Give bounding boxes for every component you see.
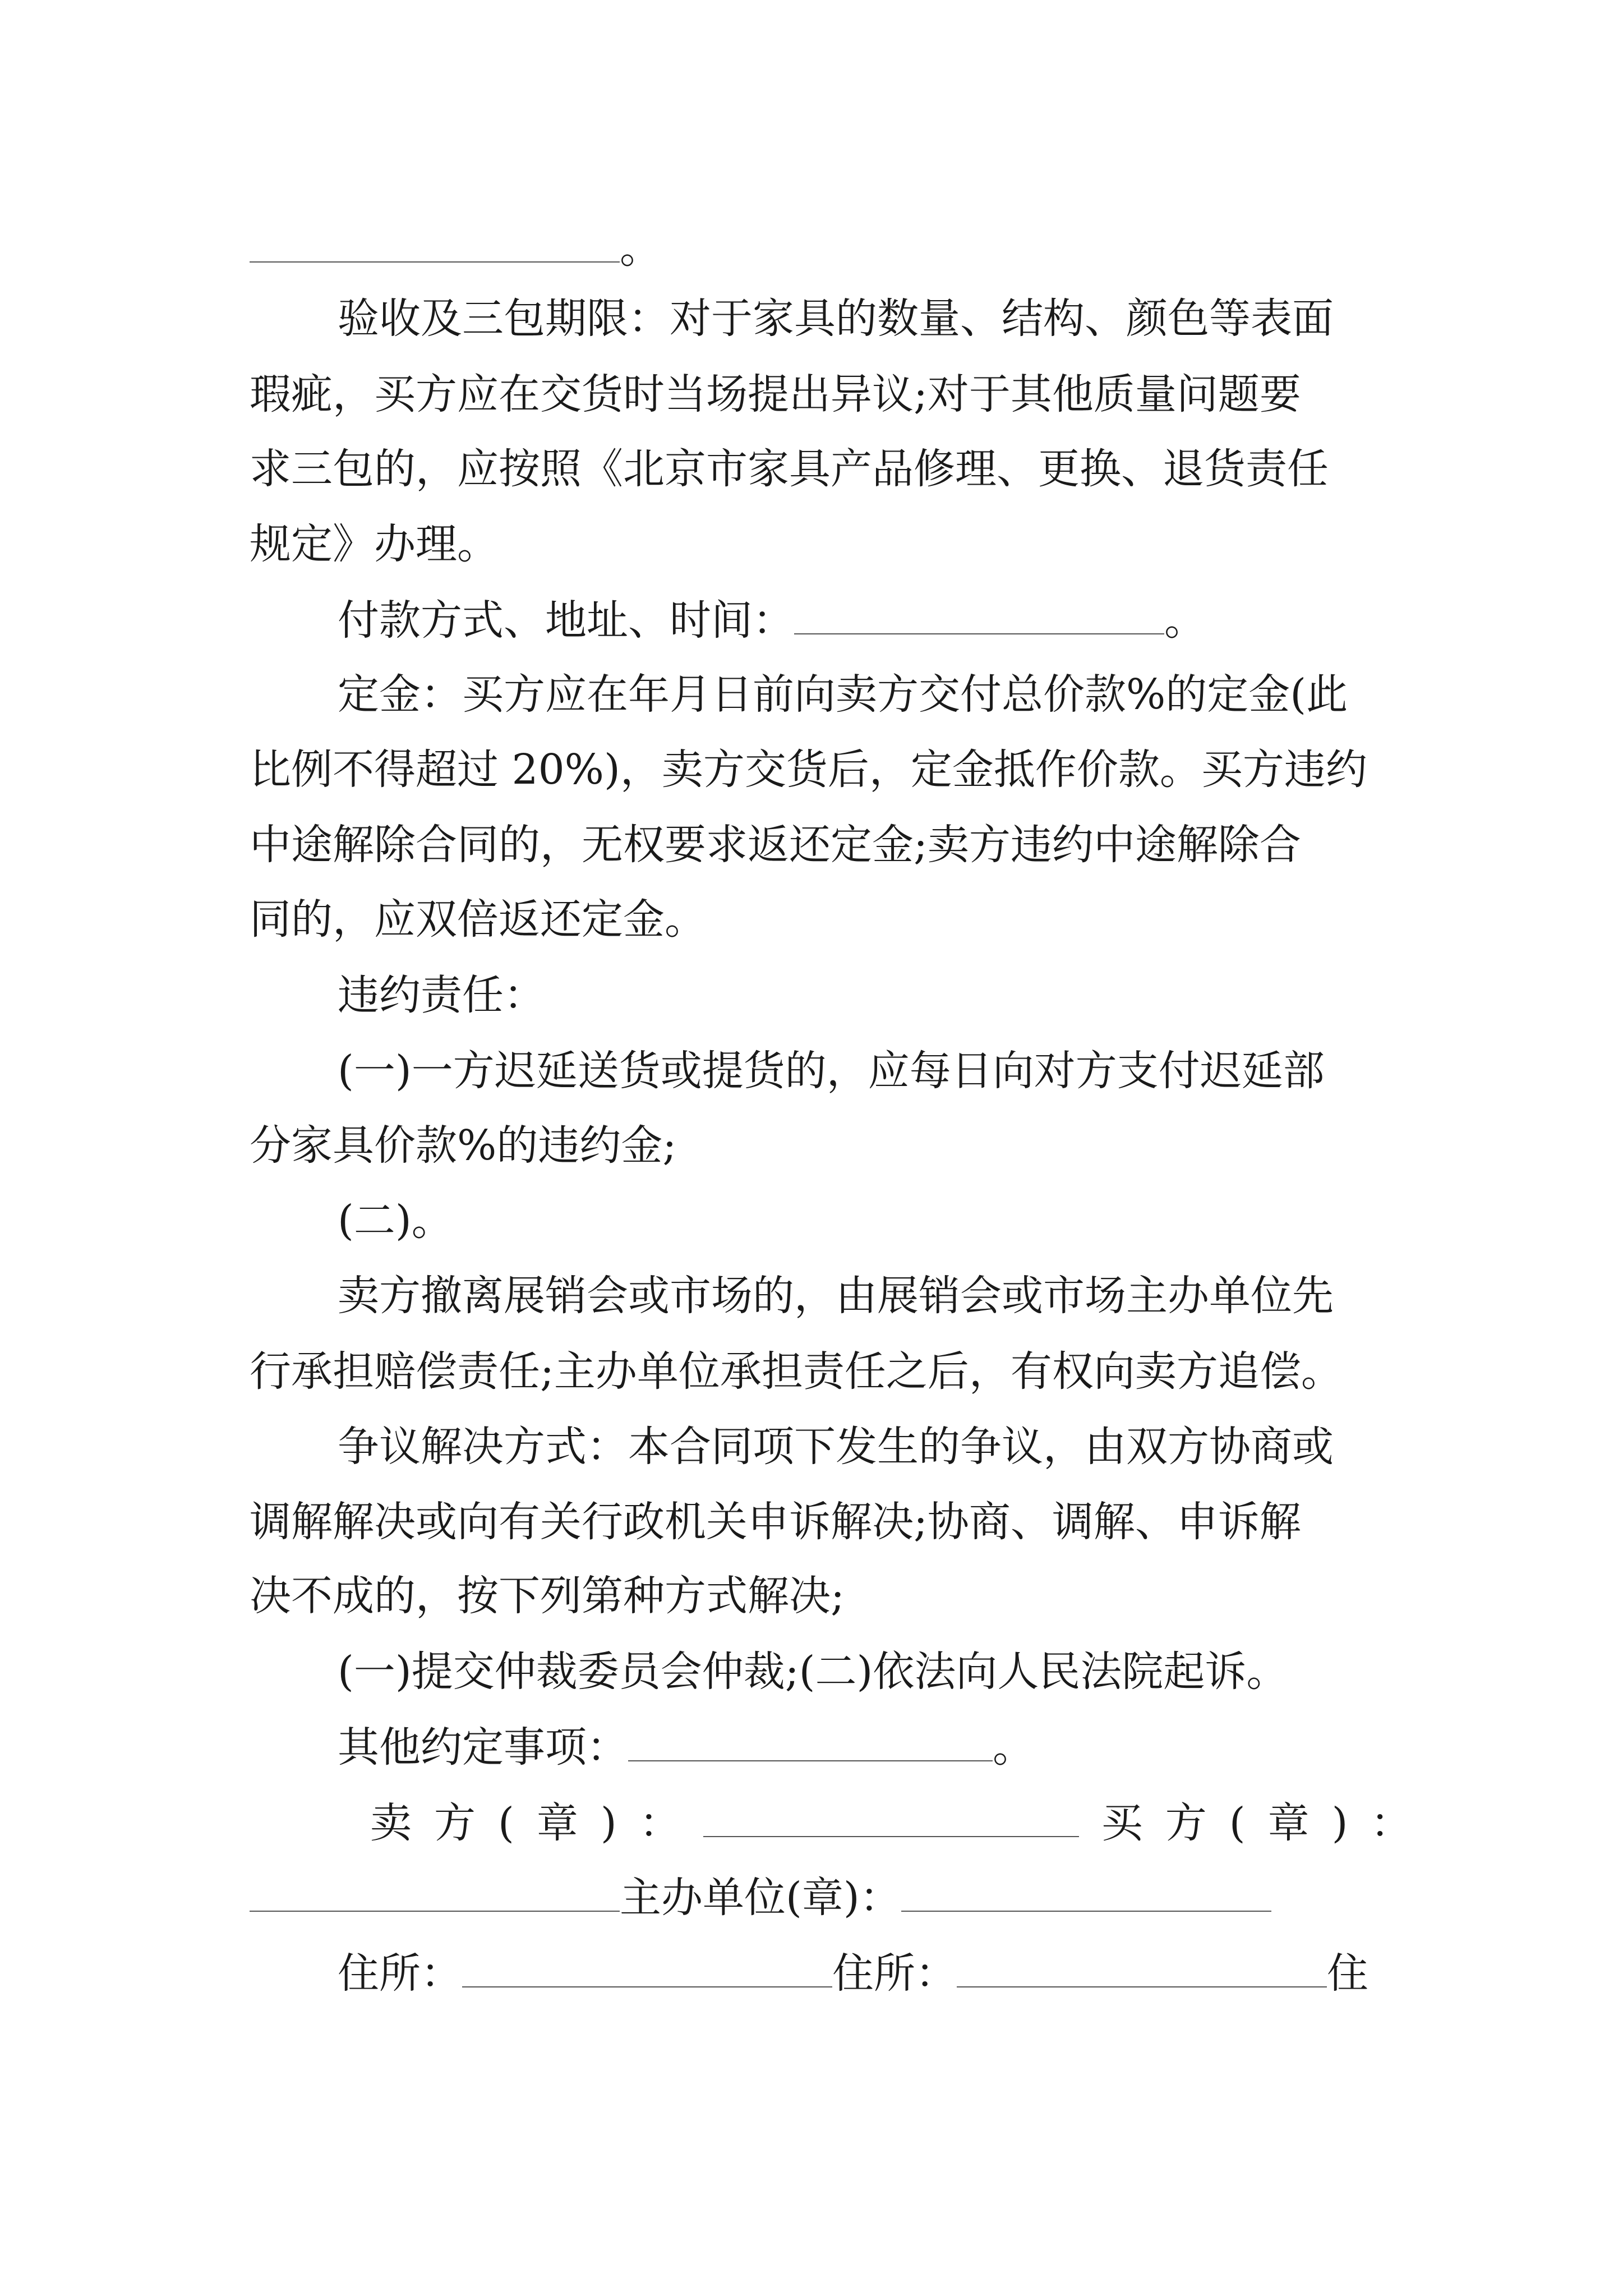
payment-clause [338, 595, 1206, 646]
text-line: 决不成的，按下列第种方式解决; [250, 1572, 845, 1620]
text-line: 同的，应双倍返还定金。 [250, 895, 706, 944]
deposit-clause: 定金：买方应在年月日前向卖方交付总价款%的定金(此 [338, 670, 1348, 719]
dispute-clause: 争议解决方式：本合同项下发生的争议，由双方协商或 [338, 1423, 1334, 1471]
text-line: 调解解决或向有关行政机关申诉解决;协商、调解、申诉解 [250, 1498, 1301, 1546]
acceptance-clause: 验收及三包期限：对于家具的数量、结构、颜色等表面 [338, 295, 1334, 343]
text-line: 比例不得超过 20%)，卖方交货后，定金抵作价款。买方违约 [250, 746, 1367, 794]
liability-item-1: (一)一方迟延送货或提货的，应每日向对方支付迟延部 [338, 1047, 1325, 1095]
blank-line [794, 602, 1164, 634]
payment-label: 付款方式、地址、时间： [338, 596, 794, 645]
organizer-seal-label: 主办单位(章)： [620, 1874, 901, 1922]
text-line: 分家具价款%的违约金; [250, 1121, 677, 1170]
liability-heading: 违约责任： [338, 971, 545, 1019]
text-line: 行承担赔偿责任;主办单位承担责任之后，有权向卖方追偿。 [250, 1347, 1343, 1396]
blank-line [703, 1805, 1079, 1837]
blank-line [957, 1955, 1327, 1987]
dispute-options: (一)提交仲裁委员会仲裁;(二)依法向人民法院起诉。 [338, 1648, 1288, 1696]
signature-line-organizer [250, 1872, 1271, 1923]
text-line: 求三包的，应按照《北京市家具产品修理、更换、退货责任 [250, 445, 1329, 493]
withdrawal-clause: 卖方撤离展销会或市场的，由展销会或市场主办单位先 [338, 1272, 1334, 1320]
seller-seal-label: 卖方(章)： [370, 1799, 703, 1847]
line-01 [250, 223, 661, 274]
text-line: 中途解除合同的，无权要求返还定金;卖方违约中途解除合 [250, 821, 1301, 869]
text-line: 规定》办理。 [250, 520, 499, 568]
other-terms-label: 其他约定事项： [338, 1723, 628, 1772]
liability-item-2: (二)。 [338, 1197, 453, 1245]
buyer-address-label: 住所： [832, 1949, 957, 1998]
buyer-seal-label: 买方(章)： [1101, 1799, 1435, 1847]
blank-line [250, 230, 620, 263]
blank-line [901, 1879, 1271, 1912]
other-terms-clause [338, 1722, 1034, 1773]
punctuation: 。 [1164, 596, 1206, 645]
text-line: 瑕疵，买方应在交货时当场提出异议;对于其他质量问题要 [250, 370, 1301, 418]
signature-line-parties [370, 1798, 1435, 1848]
organizer-address-label: 住 [1327, 1949, 1368, 1998]
blank-line [462, 1955, 832, 1987]
blank-line [628, 1729, 993, 1761]
seller-address-label: 住所： [338, 1949, 462, 1998]
blank-line [250, 1879, 620, 1912]
punctuation: 。 [993, 1723, 1034, 1772]
punctuation: 。 [620, 224, 661, 273]
address-line [338, 1948, 1368, 1999]
